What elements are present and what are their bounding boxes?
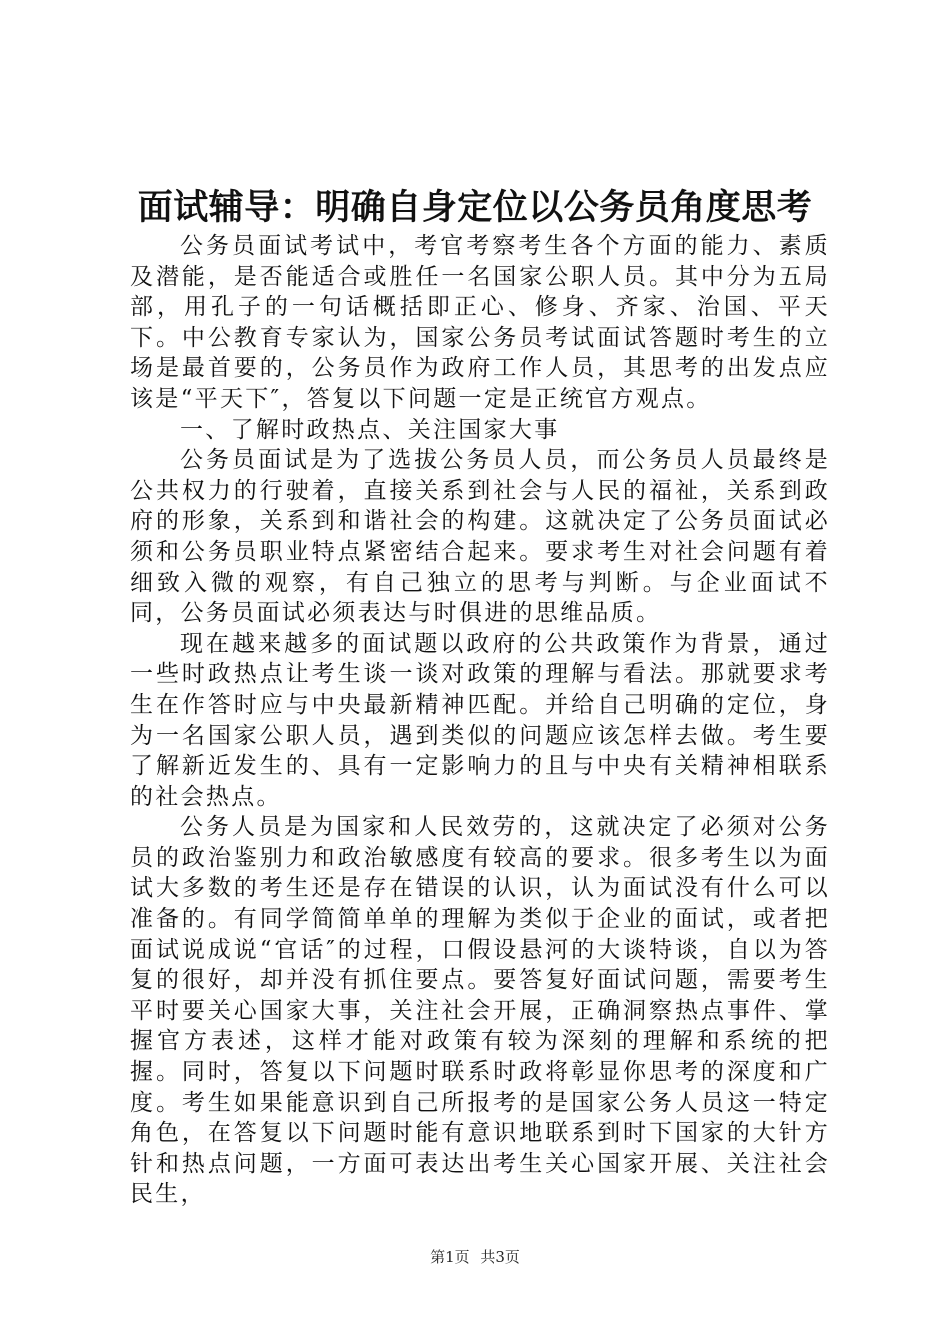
page-total: 共3页	[480, 1248, 520, 1266]
paragraph-policy: 现在越来越多的面试题以政府的公共政策作为背景，通过一些时政热点让考生谈一谈对政策的理解与看法。那就要求考生在作答时应与中央最新精神匹配。并给自己明确的定位，身为一名国家公职人员，遇到类似的问题应该怎样去做。考生要了解新近发生的、具有一定影响力的且与中央有关精神相联系的社会热点。	[130, 630, 830, 810]
document-title: 面试辅导：明确自身定位以公务员角度思考	[137, 188, 813, 228]
section-heading: 一、了解时政热点、关注国家大事	[180, 416, 560, 443]
document-body	[130, 231, 830, 1210]
paragraph-selection: 公务员面试是为了选拔公务员人员，而公务员人员最终是公共权力的行驶着，直接关系到社会与人民的福祉，关系到政府的形象，关系到和谐社会的构建。这就决定了公务员面试必须和公务员职业特点紧密结合起来。要求考生对社会问题有着细致入微的观察，有自己独立的思考与判断。与企业面试不同，公务员面试必须表达与时俱进的思维品质。	[130, 447, 830, 627]
page-number: 第1页	[430, 1248, 470, 1266]
paragraph-politics: 公务人员是为国家和人民效劳的，这就决定了必须对公务员的政治鉴别力和政治敏感度有较高的要求。很多考生以为面试大多数的考生还是存在错误的认识，认为面试没有什么可以准备的。有同学简简单单的理解为类似于企业的面试，或者把面试说成说“官话″的过程，口假设悬河的大谈特谈，自以为答复的很好，却并没有抓住要点。要答复好面试问题，需要考生平时要关心国家大事，关注社会开展，正确洞察热点事件、掌握官方表述，这样才能对政策有较为深刻的理解和系统的把握。同时，答复以下问题时联系时政将彰显你思考的深度和广度。考生如果能意识到自己所报考的是国家公务人员这一特定角色，在答复以下问题时能有意识地联系到时下国家的大针方针和热点问题，一方面可表达出考生关心国家开展、关注社会民生，	[130, 814, 830, 1208]
page-footer	[0, 1247, 950, 1267]
paragraph-intro: 公务员面试考试中，考官考察考生各个方面的能力、素质及潜能，是否能适合或胜任一名国家公职人员。其中分为五局部，用孔子的一句话概括即正心、修身、齐家、治国、平天下。中公教育专家认为，国家公务员考试面试答题时考生的立场是最首要的，公务员作为政府工作人员，其思考的出发点应该是“平天下″，答复以下问题一定是正统官方观点。	[130, 233, 830, 412]
